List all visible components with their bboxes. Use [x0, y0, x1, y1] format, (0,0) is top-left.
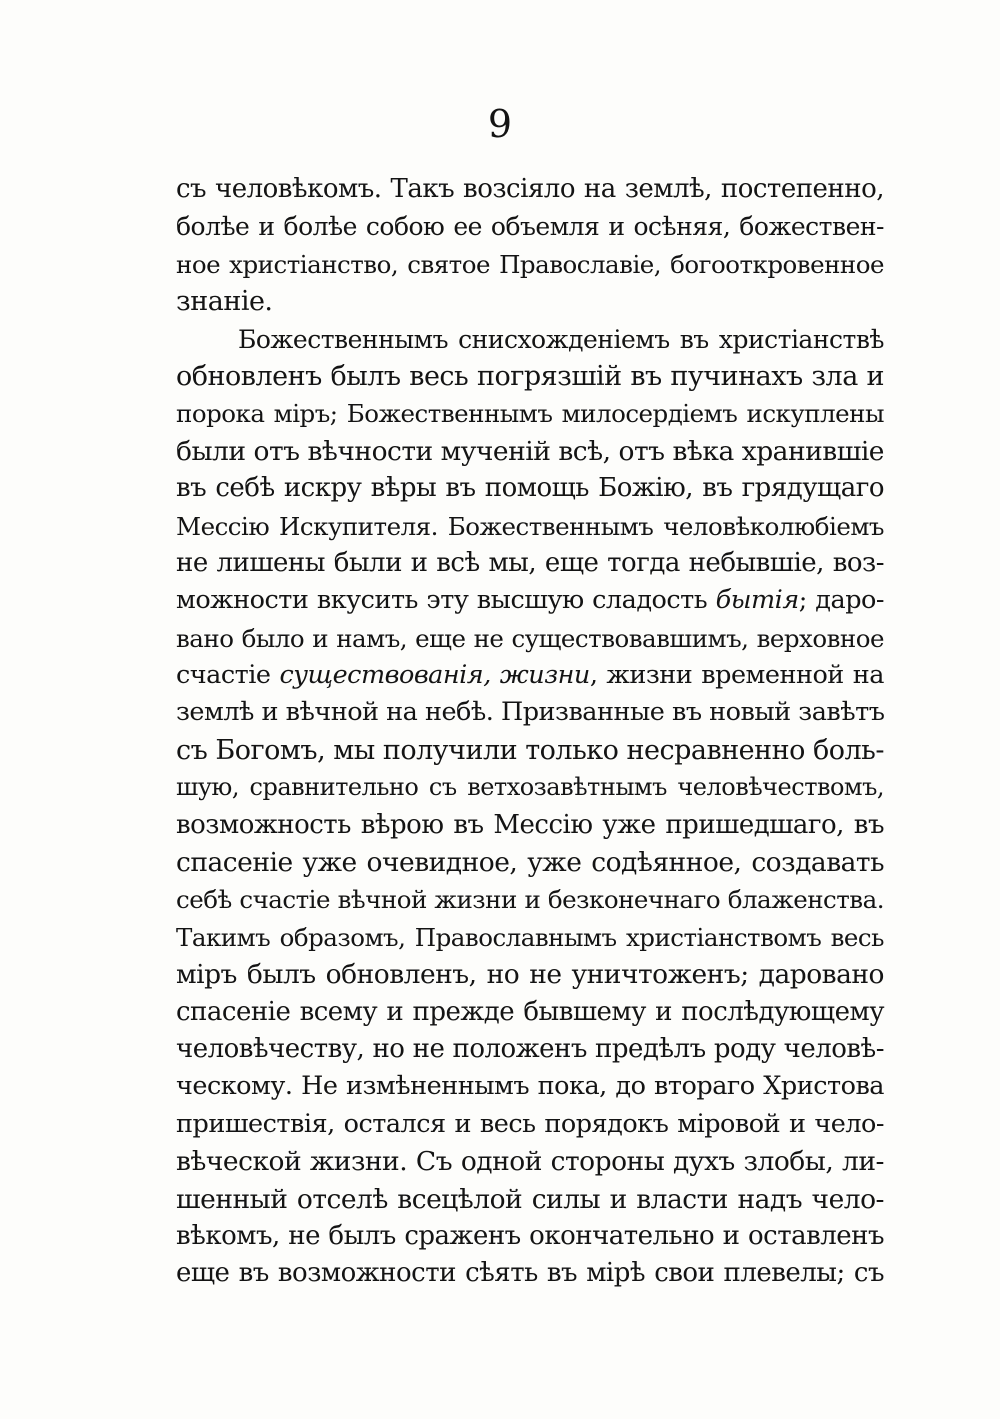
- text-line: съ Богомъ, мы получили только несравненно боль-: [176, 734, 884, 766]
- text-line: шенный отселѣ всецѣлой силы и власти надъ чело-: [176, 1183, 884, 1215]
- text-line: Такимъ образомъ, Православнымъ христіанствомъ весь: [176, 922, 884, 952]
- text-line: еще въ возможности сѣять въ мірѣ свои плевелы; съ: [176, 1258, 884, 1289]
- text-segment: счастіе: [176, 660, 280, 691]
- text-line: шую, сравнительно съ ветхозавѣтнымъ человѣчествомъ,: [176, 773, 884, 802]
- text-line: себѣ счастіе вѣчной жизни и безконечнаго блаженства.: [176, 885, 884, 915]
- text-line: ное христіанство, святое Православіе, богооткровенное: [176, 249, 884, 279]
- text-line: возможность вѣрою въ Мессію уже пришедшаго, въ: [176, 809, 884, 840]
- text-line: не лишены были и всѣ мы, еще тогда небывшіе, воз-: [176, 547, 884, 578]
- italic-term: бытія: [715, 585, 799, 616]
- text-line: міръ былъ обновленъ, но не уничтоженъ; даровано: [176, 959, 884, 991]
- paragraph-end-line: знаніе.: [176, 286, 273, 318]
- text-line: вѣкомъ, не былъ сраженъ окончательно и оставленъ: [176, 1220, 884, 1251]
- text-segment: , жизни временной на: [589, 660, 884, 691]
- text-line: вѣческой жизни. Съ одной стороны духъ злобы, ли-: [176, 1146, 884, 1178]
- text-line: человѣчеству, но не положенъ предѣлъ роду человѣ-: [176, 1033, 884, 1064]
- page-number: 9: [487, 102, 513, 146]
- text-line: были отъ вѣчности мученій всѣ, отъ вѣка хранившіе: [176, 435, 884, 467]
- italic-term: существованія, жизни: [279, 660, 590, 691]
- text-line: съ человѣкомъ. Такъ возсіяло на землѣ, постепенно,: [176, 174, 884, 204]
- text-line: обновленъ былъ весь погрязшій въ пучинахъ зла и: [176, 360, 884, 392]
- text-segment: можности вкусить эту высшую сладость: [176, 585, 716, 616]
- text-line: вано было и намъ, еще не существовавшимъ, верховное: [176, 623, 884, 653]
- text-line: спасеніе всему и прежде бывшему и послѣдующему: [176, 996, 884, 1027]
- text-segment: ; даро-: [798, 585, 884, 616]
- text-line: ческому. Не измѣненнымъ пока, до втораго Христова: [176, 1071, 884, 1102]
- page-text: [176, 171, 884, 1293]
- text-line: въ себѣ искру вѣры въ помощь Божію, въ грядущаго: [176, 473, 884, 504]
- text-line-with-italic: [176, 582, 884, 619]
- text-line: пришествія, остался и весь порядокъ міровой и чело-: [176, 1108, 884, 1139]
- text-line: спасеніе уже очевидное, уже содѣянное, создавать: [176, 847, 884, 879]
- text-line: Мессію Искупителя. Божественнымъ человѣколюбіемъ: [176, 511, 884, 541]
- text-line: болѣе и болѣе собою ее объемля и осѣняя, божествен-: [176, 212, 884, 242]
- paragraph-first-line: Божественнымъ снисхожденіемъ въ христіанствѣ: [238, 324, 884, 354]
- text-line: землѣ и вѣчной на небѣ. Призванные въ новый завѣтъ: [176, 697, 885, 728]
- text-line: порока міръ; Божественнымъ милосердіемъ искуплены: [176, 399, 884, 429]
- text-line-with-italic: [176, 657, 884, 694]
